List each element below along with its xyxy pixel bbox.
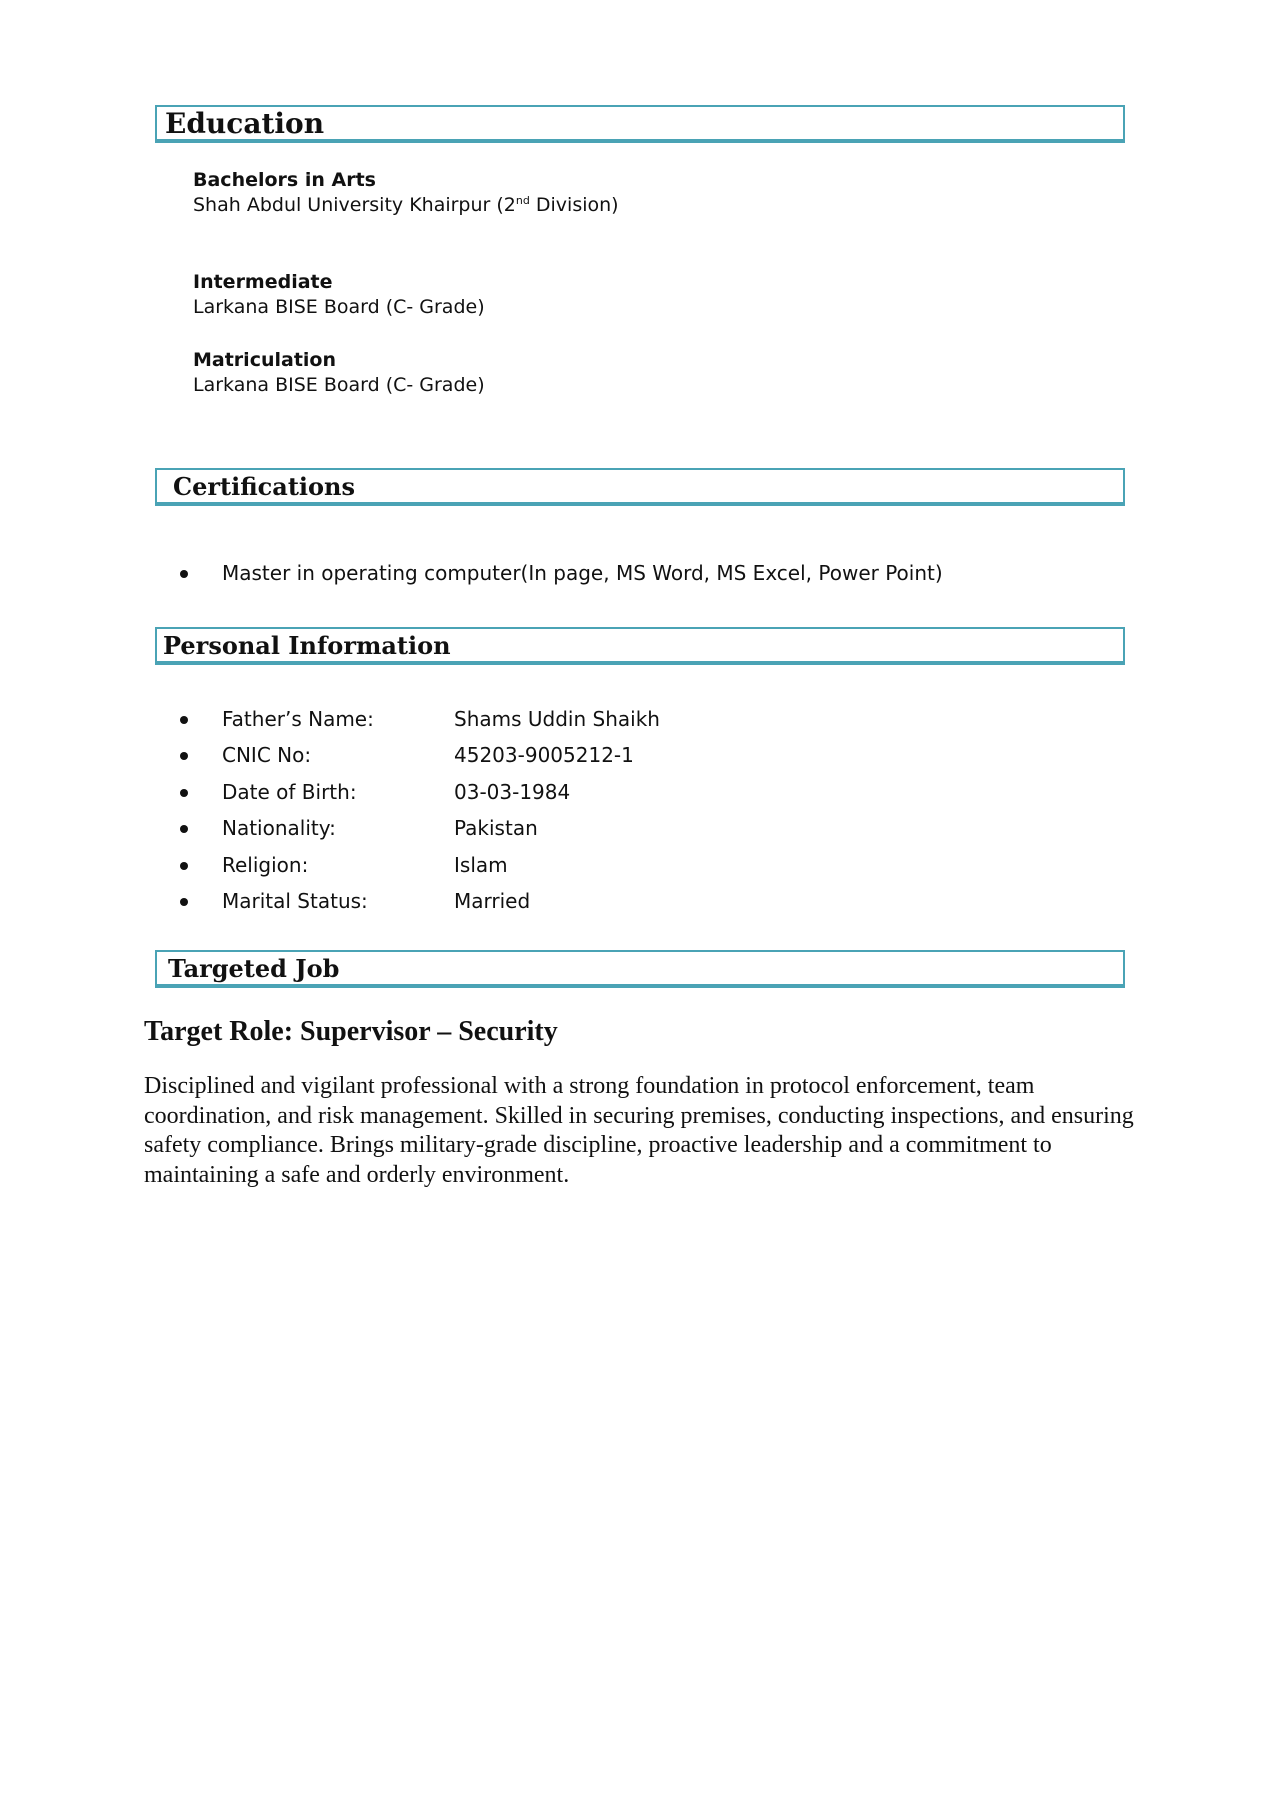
education-detail <box>193 193 619 218</box>
personal-info-label: Religion: <box>222 853 309 877</box>
personal-info-label: CNIC No: <box>222 743 312 767</box>
bullet-icon <box>180 898 188 906</box>
education-heading: Education <box>165 107 325 140</box>
personal-info-value: Married <box>454 889 531 913</box>
targeted-job-section-header <box>155 950 1125 988</box>
education-degree: Matriculation <box>193 349 336 371</box>
education-degree: Intermediate <box>193 271 333 293</box>
personal-info-label: Nationality: <box>222 816 336 840</box>
bullet-icon <box>180 752 188 760</box>
personal-information-heading: Personal Information <box>163 631 451 660</box>
education-detail-text-end: Division) <box>529 194 619 216</box>
bullet-icon <box>180 825 188 833</box>
certifications-section-header <box>155 468 1125 506</box>
education-degree: Bachelors in Arts <box>193 169 376 191</box>
education-detail: Larkana BISE Board (C- Grade) <box>193 296 485 318</box>
bullet-icon <box>180 862 188 870</box>
bullet-icon <box>180 716 188 724</box>
target-role-heading: Target Role: Supervisor – Security <box>144 1016 558 1047</box>
personal-info-value: Pakistan <box>454 816 538 840</box>
education-detail-superscript: nd <box>515 194 530 207</box>
certifications-heading: Certifications <box>173 472 356 501</box>
education-detail: Larkana BISE Board (C- Grade) <box>193 374 485 396</box>
personal-info-label: Marital Status: <box>222 889 368 913</box>
education-item-bachelors <box>193 168 619 218</box>
personal-info-value: Shams Uddin Shaikh <box>454 707 660 731</box>
target-role-summary: Disciplined and vigilant professional with a strong foundation in protocol enforcement, team coordination, and risk management. Skilled in securing premises, conducting inspections, and ensuring safety compliance. Brings military-grade discipline, proactive leadership and a commitment to maintaining a safe and orderly environment. <box>144 1073 1134 1188</box>
education-item-intermediate <box>193 270 485 320</box>
education-detail-text: Shah Abdul University Khairpur (2 <box>193 194 516 216</box>
personal-info-value: 45203-9005212-1 <box>454 743 634 767</box>
personal-info-label: Father’s Name: <box>222 707 374 731</box>
bullet-icon <box>180 570 188 578</box>
certification-text: Master in operating computer(In page, MS Word, MS Excel, Power Point) <box>222 561 943 585</box>
personal-information-section-header <box>155 627 1125 665</box>
education-section-header <box>155 105 1125 143</box>
education-item-matriculation <box>193 348 485 398</box>
bullet-icon <box>180 789 188 797</box>
personal-info-value: 03-03-1984 <box>454 780 571 804</box>
personal-info-label: Date of Birth: <box>222 780 357 804</box>
personal-info-value: Islam <box>454 853 508 877</box>
targeted-job-heading: Targeted Job <box>168 954 340 983</box>
